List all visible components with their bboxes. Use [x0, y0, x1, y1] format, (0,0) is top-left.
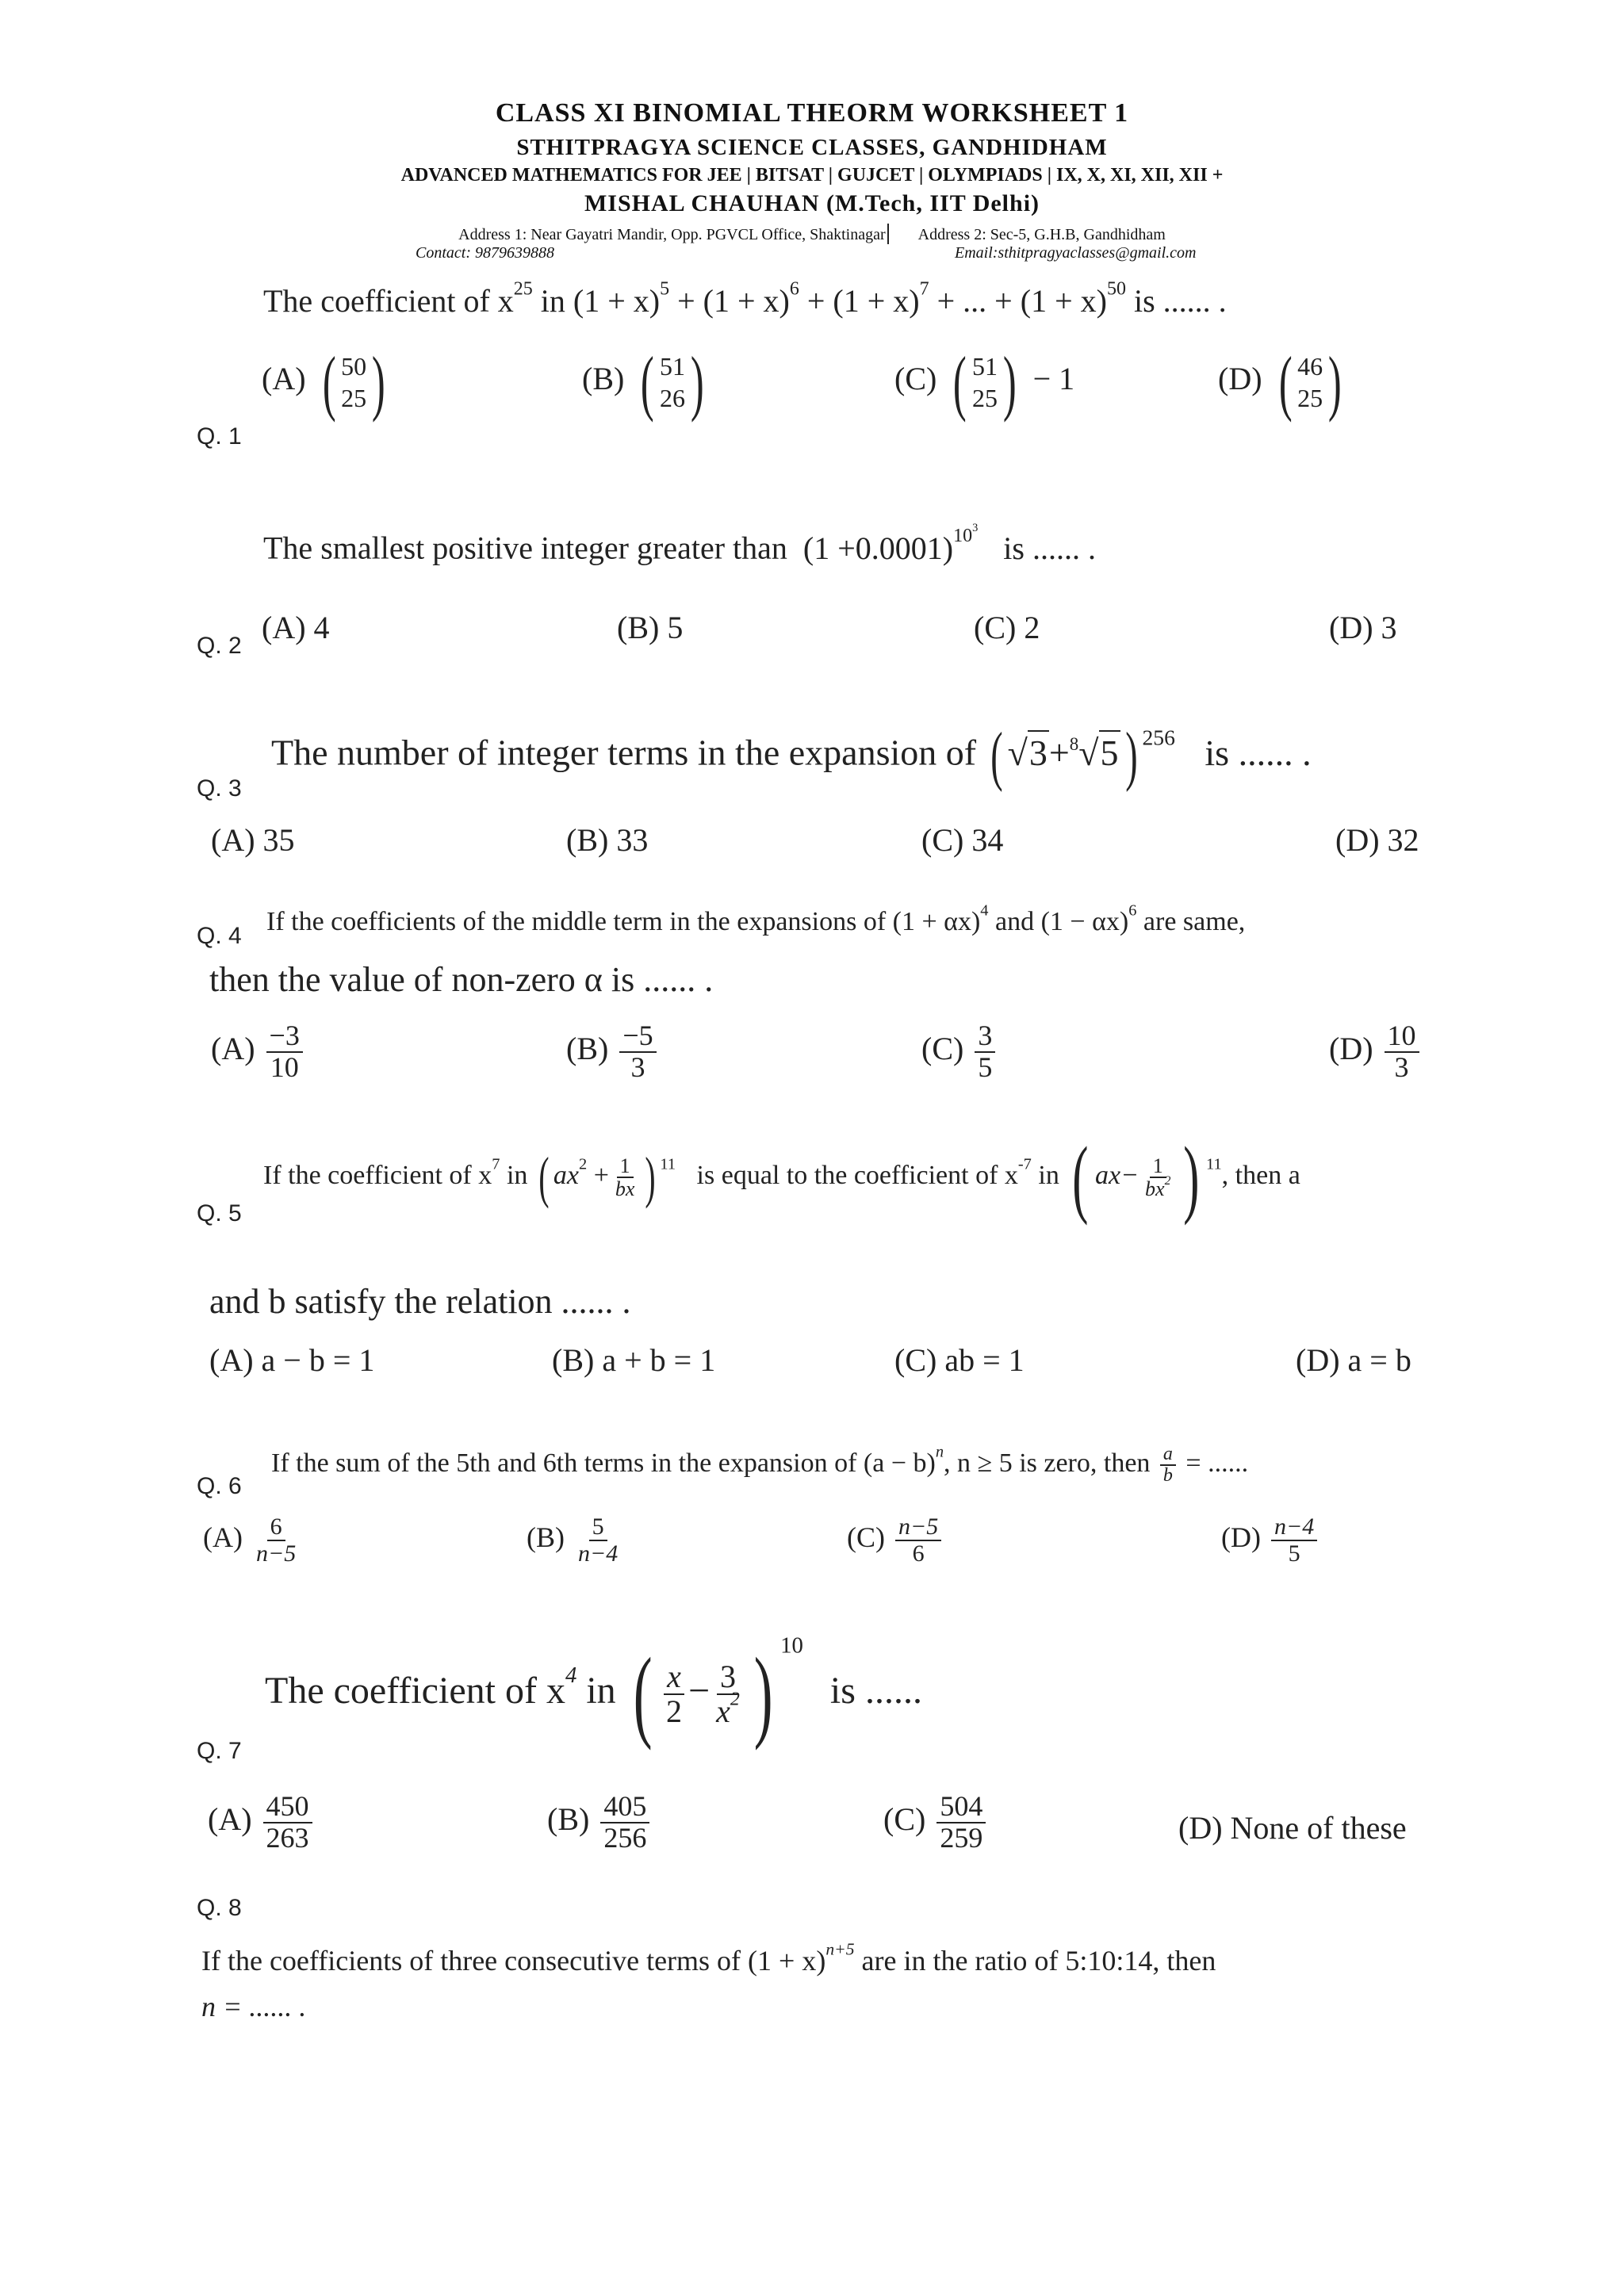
question-3-label: Q. 3 — [197, 775, 242, 802]
question-3-option-d: (D) 32 — [1335, 822, 1419, 858]
question-6-option-c: (C) $\frac{n-5}{6}$ — [847, 1514, 944, 1566]
question-5-option-c: (C) ab = 1 — [894, 1342, 1025, 1378]
question-3-option-b: (B) 33 — [566, 822, 649, 858]
question-7-label: Q. 7 — [197, 1738, 242, 1764]
worksheet-title: CLASS XI BINOMIAL THEORM WORKSHEET 1 — [495, 98, 1129, 128]
address-2: Address 2: Sec-5, G.H.B, Gandhidham — [917, 226, 1166, 243]
teacher-name: MISHAL CHAUHAN (M.Tech, IIT Delhi) — [584, 190, 1040, 216]
question-3-option-a: (A) 35 — [211, 822, 295, 858]
question-2-option-a: (A) 4 — [262, 610, 330, 645]
question-6-text: If the sum of the 5th and 6th terms in the expansion of $(a - b)^n$, n ≥ 5 is zero, then $\frac{a}{b}$ = ...... — [271, 1443, 1249, 1487]
question-1-option-c: (C) ( 51 25 ) − 1 — [894, 342, 1075, 423]
question-3-option-c: (C) 34 — [921, 822, 1004, 858]
question-5-option-b: (B) a + b = 1 — [552, 1342, 716, 1378]
question-5-text: If the coefficient of $x^7$ in ( $ax^2$ + $\frac{1}{bx}$ ) $^{11}$ is equal to the coefficient of $x^{-7}$ in ( ax− $\frac{1}{bx^2}$ ) $^{11}$, then a — [263, 1129, 1300, 1226]
contact-number: Contact: 9879639888 — [416, 244, 554, 262]
question-5-text-line-2: and b satisfy the relation ...... . — [209, 1282, 631, 1321]
question-2-label: Q. 2 — [197, 633, 242, 659]
question-7-option-d: (D) None of these — [1178, 1810, 1407, 1846]
question-1-option-a: (A) ( 50 25 ) — [262, 342, 385, 423]
question-7-option-b: (B) $\frac{405}{256}$ — [547, 1792, 653, 1854]
question-2-text: The smallest positive integer greater than $(1 +0.0001)^{10^3}$ is ...... . — [263, 522, 1096, 566]
question-4-text-line-2: then the value of non-zero α is ...... . — [209, 960, 714, 999]
question-1-text: The coefficient of $x^{25}$ in $(1 + x)^5 + (1 + x)^6 + (1 + x)^7$ + ... + $(1 + x)^{50}$ is ...... . — [263, 278, 1227, 319]
question-7-option-c: (C) $\frac{504}{259}$ — [883, 1792, 989, 1854]
question-8-text: If the coefficients of three consecutive terms of $(1 + x)^{n+5}$ are in the ratio of 5:10:14, then — [201, 1939, 1216, 1976]
address-1: Address 1: Near Gayatri Mandir, Opp. PGVCL Office, Shaktinagar — [458, 226, 886, 243]
question-4-option-b: (B) $\frac{-5}{3}$ — [566, 1021, 660, 1083]
question-2-option-c: (C) 2 — [974, 610, 1040, 645]
institute-name: STHITPRAGYA SCIENCE CLASSES, GANDHIDHAM — [516, 135, 1108, 160]
question-5-option-a: (A) a − b = 1 — [209, 1342, 375, 1378]
question-4-option-c: (C) $\frac{3}{5}$ — [921, 1021, 998, 1083]
question-7-option-a: (A) $\frac{450}{263}$ — [208, 1792, 316, 1854]
address-divider — [887, 224, 889, 244]
question-1-label: Q. 1 — [197, 423, 242, 450]
question-4-text: If the coefficients of the middle term in the expansions of $(1 + \alpha x)^4$ and $(1 - \alpha x)^6$ are same, — [266, 901, 1246, 936]
question-6-label: Q. 6 — [197, 1473, 242, 1499]
question-6-option-d: (D) $\frac{n-4}{5}$ — [1221, 1514, 1320, 1566]
question-8-text-line-2: n = ...... . — [201, 1991, 307, 2022]
question-1-option-d: (D) ( 46 25 ) — [1218, 342, 1342, 423]
question-4-option-d: (D) $\frac{10}{3}$ — [1329, 1021, 1423, 1083]
address-line — [0, 224, 1624, 244]
question-2-option-b: (B) 5 — [617, 610, 684, 645]
question-6-option-b: (B) $\frac{5}{n-4}$ — [527, 1513, 619, 1567]
course-line: ADVANCED MATHEMATICS FOR JEE | BITSAT | GUJCET | OLYMPIADS | IX, X, XI, XII, XII + — [400, 165, 1224, 186]
question-1-option-b: (B) ( 51 26 ) — [582, 342, 704, 423]
question-7-text: The coefficient of $x^4$ in ( $\frac{x}{2}$ − $\frac{3}{x^2}$ ) $^{10}$ is ...... — [265, 1632, 922, 1751]
question-3-text: The number of integer terms in the expansion of ( √3+$^8$√5) $^{256}$ is ...... . — [271, 719, 1312, 793]
question-2-option-d: (D) 3 — [1329, 610, 1397, 645]
question-8-label: Q. 8 — [197, 1895, 242, 1921]
question-5-label: Q. 5 — [197, 1200, 242, 1226]
question-5-option-d: (D) a = b — [1296, 1342, 1411, 1378]
question-4-option-a: (A) $\frac{-3}{10}$ — [211, 1021, 306, 1083]
question-4-label: Q. 4 — [197, 923, 242, 949]
question-6-option-a: (A) $\frac{6}{n-5}$ — [203, 1513, 297, 1567]
contact-email: Email:sthitpragyaclasses@gmail.com — [955, 244, 1197, 262]
